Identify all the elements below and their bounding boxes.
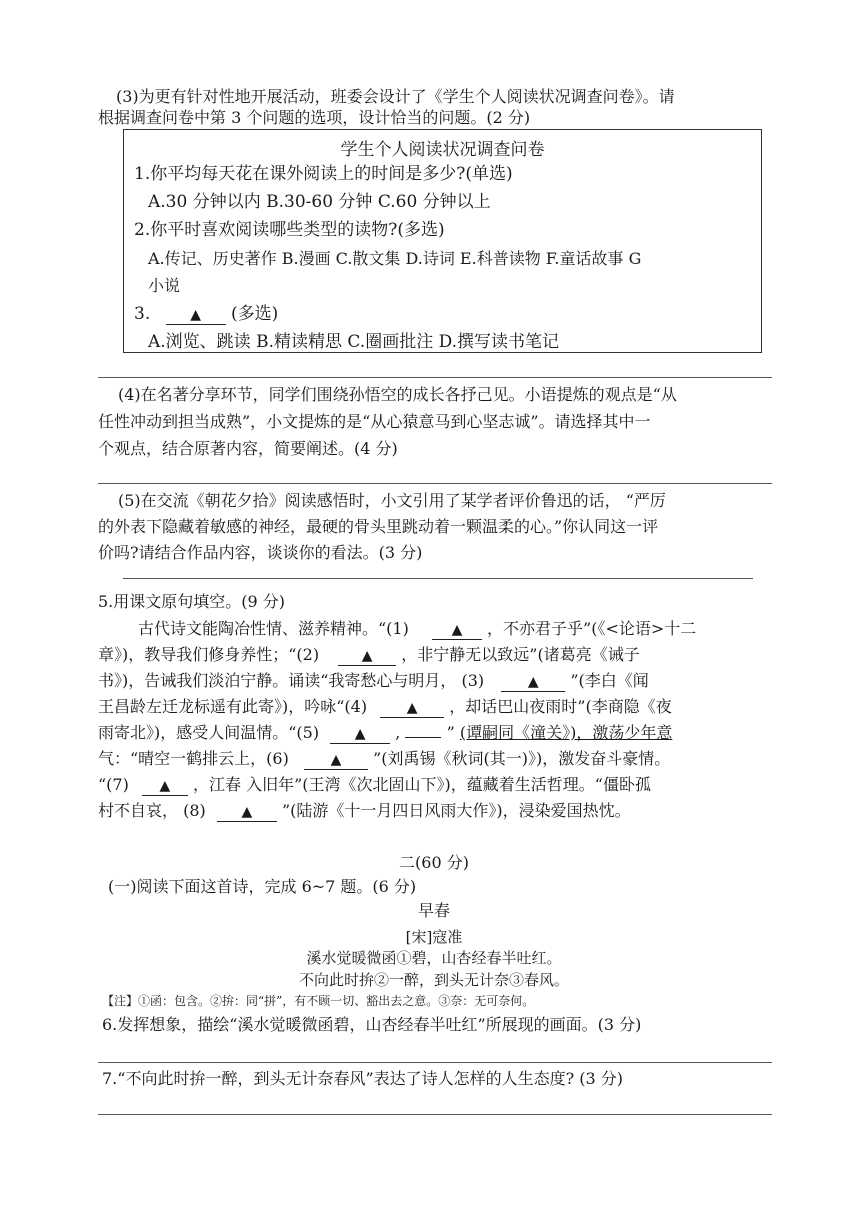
triangle-icon: ▲ (361, 648, 373, 664)
q4-line2: 任性冲动到担当成熟”，小文提炼的是“从心猿意马到心坚志诚”。请选择其中一 (98, 412, 651, 431)
survey-q2: 2.你平时喜欢阅读哪些类型的读物?(多选) (134, 220, 445, 240)
sec5-text: 古代诗文能陶冶性情、滋养精神。“(1) (138, 619, 409, 638)
sec5-text: , (395, 723, 401, 742)
blank-2[interactable] (338, 646, 396, 666)
poem-author: [宋]寇准 (405, 928, 463, 946)
sec5-line3 (98, 668, 649, 694)
answer-line-q3[interactable] (98, 377, 772, 378)
blank-5[interactable] (330, 724, 390, 744)
part2-heading: 二(60 分) (399, 853, 469, 872)
blank-3[interactable] (501, 672, 565, 692)
part2-intro: (一)阅读下面这首诗，完成 6~7 题。(6 分) (108, 877, 417, 896)
sec5-line5 (98, 720, 672, 746)
q7-text: 7.“不向此时拚一醉，到头无计奈春风”表达了诗人怎样的人生态度? (3 分) (102, 1069, 624, 1088)
sec5-line6 (98, 746, 670, 772)
q3-intro-line1: (3)为更有针对性地开展活动，班委会设计了《学生个人阅读状况调查问卷》。请 (116, 87, 675, 106)
triangle-icon: ▲ (241, 804, 253, 820)
survey-q3-options: A.浏览、跳读 B.精读精思 C.圈画批注 D.撰写读书笔记 (148, 332, 560, 352)
sec5-text: ，江春 入旧年”(王湾《次北固山下》)，蕴藏着生活哲理。“僵卧孤 (193, 775, 651, 794)
sec5-text: 雨寄北》)，感受人间温情。“(5) (98, 723, 320, 742)
q4-line1: (4)在名著分享环节，同学们围绕孙悟空的成长各抒己见。小语提炼的观点是“从 (118, 385, 677, 404)
sec5-heading: 5.用课文原句填空。(9 分) (98, 592, 286, 611)
triangle-icon: ▲ (406, 700, 418, 716)
q4-line3: 个观点，结合原著内容，简要阐述。(4 分) (98, 439, 398, 458)
answer-line-q5[interactable] (123, 578, 753, 579)
survey-q3-number: 3. (134, 304, 151, 324)
survey-q3-suffix: (多选) (231, 304, 279, 324)
triangle-icon: ▲ (527, 674, 539, 690)
survey-q3-answer-blank[interactable] (166, 305, 226, 325)
survey-title: 学生个人阅读状况调查问卷 (340, 140, 545, 160)
sec5-text: “(7) (98, 775, 129, 794)
blank-8[interactable] (217, 802, 277, 822)
q6-text: 6.发挥想象，描绘“溪水觉暖微函碧，山杏经春半吐红”所展现的画面。(3 分) (102, 1015, 642, 1034)
survey-q1: 1.你平均每天花在课外阅读上的时间是多少?(单选) (134, 164, 513, 184)
blank-6[interactable] (304, 750, 368, 770)
triangle-icon: ▲ (330, 752, 342, 768)
q3-intro-line2: 根据调查问卷中第 3 个问题的选项，设计恰当的问题。(2 分) (98, 108, 531, 127)
sec5-text: 王昌龄左迁龙标遥有此寄》)，吟咏“(4) (98, 697, 368, 716)
triangle-icon: ▲ (451, 622, 463, 638)
sec5-text: ，却话巴山夜雨时”(李商隐《夜 (449, 697, 672, 716)
sec5-text: ”(李白《闻 (570, 671, 649, 690)
blank-4[interactable] (380, 698, 444, 718)
survey-q2-options-line2: 小说 (148, 276, 181, 295)
answer-line-q4[interactable] (98, 483, 772, 484)
q5-line3: 价吗?请结合作品内容，谈谈你的看法。(3 分) (98, 543, 423, 562)
sec5-line2 (98, 642, 640, 668)
survey-q1-options: A.30 分钟以内 B.30-60 分钟 C.60 分钟以上 (148, 192, 491, 212)
sec5-text: 书》)，告诫我们淡泊宁静。诵读“我寄愁心与明月， (3) (98, 671, 485, 690)
blank-7[interactable] (142, 776, 188, 796)
sec5-line4 (98, 694, 672, 720)
sec5-text: 气：“晴空一鹤排云上，(6) (98, 749, 289, 768)
blank-1[interactable] (432, 620, 482, 640)
survey-q3-row (134, 301, 278, 328)
sec5-line8 (98, 798, 631, 824)
sec5-line7 (98, 772, 651, 798)
poem-note: 【注】①函：包含。②拚：同“拼”，有不顾一切、豁出去之意。③奈：无可奈何。 (102, 994, 535, 1008)
q5-line2: 的外表下隐藏着敏感的神经，最硬的骨头里跳动着一颗温柔的心。”你认同这一评 (98, 517, 659, 536)
sec5-text: ”(刘禹锡《秋词(其一)》)，激发奋斗豪情。 (373, 749, 671, 768)
poem-title: 早春 (417, 901, 450, 920)
sec5-text: 村不自哀， (8) (98, 801, 206, 820)
triangle-icon: ▲ (190, 307, 202, 323)
sec5-text: ”(陆游《十一月四日风雨大作》)，浸染爱国热忱。 (281, 801, 631, 820)
blank-5b[interactable] (405, 737, 441, 738)
sec5-text: (谭嗣同《潼关》)，激荡少年意 (459, 723, 673, 742)
q5-line1: (5)在交流《朝花夕拾》阅读感悟时，小文引用了某学者评价鲁迅的话， “严厉 (118, 491, 666, 510)
sec5-text: ” (446, 723, 455, 742)
triangle-icon: ▲ (159, 778, 171, 794)
sec5-text: ，非宁静无以致远”(诸葛亮《诫子 (401, 645, 640, 664)
sec5-text: ，不亦君子乎”(《<论语>十二 (487, 619, 697, 638)
survey-q2-options-line1: A.传记、历史著作 B.漫画 C.散文集 D.诗词 E.科普读物 F.童话故事 G (148, 249, 642, 268)
answer-line-q6[interactable] (98, 1062, 772, 1063)
poem-verse-2: 不向此时拚②一醉，到头无计奈③春风。 (298, 971, 569, 989)
answer-line-q7[interactable] (98, 1114, 772, 1115)
poem-verse-1: 溪水觉暖微函①碧，山杏经春半吐红。 (306, 949, 562, 967)
sec5-line1 (138, 616, 696, 642)
triangle-icon: ▲ (354, 726, 366, 742)
sec5-text: 章》)，教导我们修身养性；“(2) (98, 645, 320, 664)
